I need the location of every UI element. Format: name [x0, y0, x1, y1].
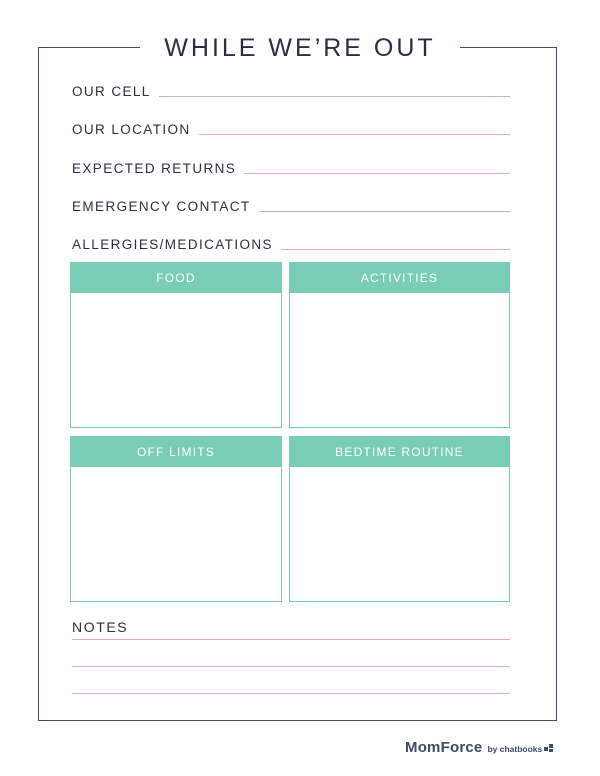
off-limits-box-header: OFF LIMITS: [71, 437, 281, 467]
field-our-cell: [72, 80, 510, 100]
field-label-allergies-medications: ALLERGIES/MEDICATIONS: [72, 237, 273, 252]
field-line-our-location[interactable]: [199, 134, 510, 135]
bedtime-routine-box[interactable]: [289, 436, 510, 602]
field-label-our-cell: OUR CELL: [72, 84, 151, 99]
field-line-emergency-contact[interactable]: [259, 211, 510, 212]
field-our-location: [72, 118, 510, 138]
food-box-header: FOOD: [71, 263, 281, 293]
notes-line[interactable]: [72, 693, 510, 694]
bedtime-routine-box-header: BEDTIME ROUTINE: [290, 437, 509, 467]
notes-line[interactable]: [72, 639, 510, 640]
brand-sub: by chatbooks: [487, 744, 543, 754]
field-line-our-cell[interactable]: [159, 96, 510, 97]
title-container: [140, 30, 460, 66]
notes-label: NOTES: [72, 619, 129, 635]
field-line-expected-returns[interactable]: [244, 173, 510, 174]
field-label-expected-returns: EXPECTED RETURNS: [72, 161, 237, 176]
field-allergies-medications: [72, 233, 510, 253]
field-line-allergies-medications[interactable]: [281, 249, 510, 250]
field-label-emergency-contact: EMERGENCY CONTACT: [72, 199, 251, 214]
page-title: WHILE WE’RE OUT: [164, 34, 436, 62]
brand-name: MomForce: [405, 739, 483, 756]
brand-logo: [405, 739, 554, 756]
field-emergency-contact: [72, 195, 510, 215]
field-expected-returns: [72, 157, 510, 177]
food-box[interactable]: [70, 262, 282, 428]
notes-line[interactable]: [72, 666, 510, 667]
field-label-our-location: OUR LOCATION: [72, 122, 191, 137]
off-limits-box[interactable]: [70, 436, 282, 602]
activities-box-header: ACTIVITIES: [290, 263, 509, 293]
activities-box[interactable]: [289, 262, 510, 428]
chatbooks-logo-icon: [544, 744, 554, 752]
